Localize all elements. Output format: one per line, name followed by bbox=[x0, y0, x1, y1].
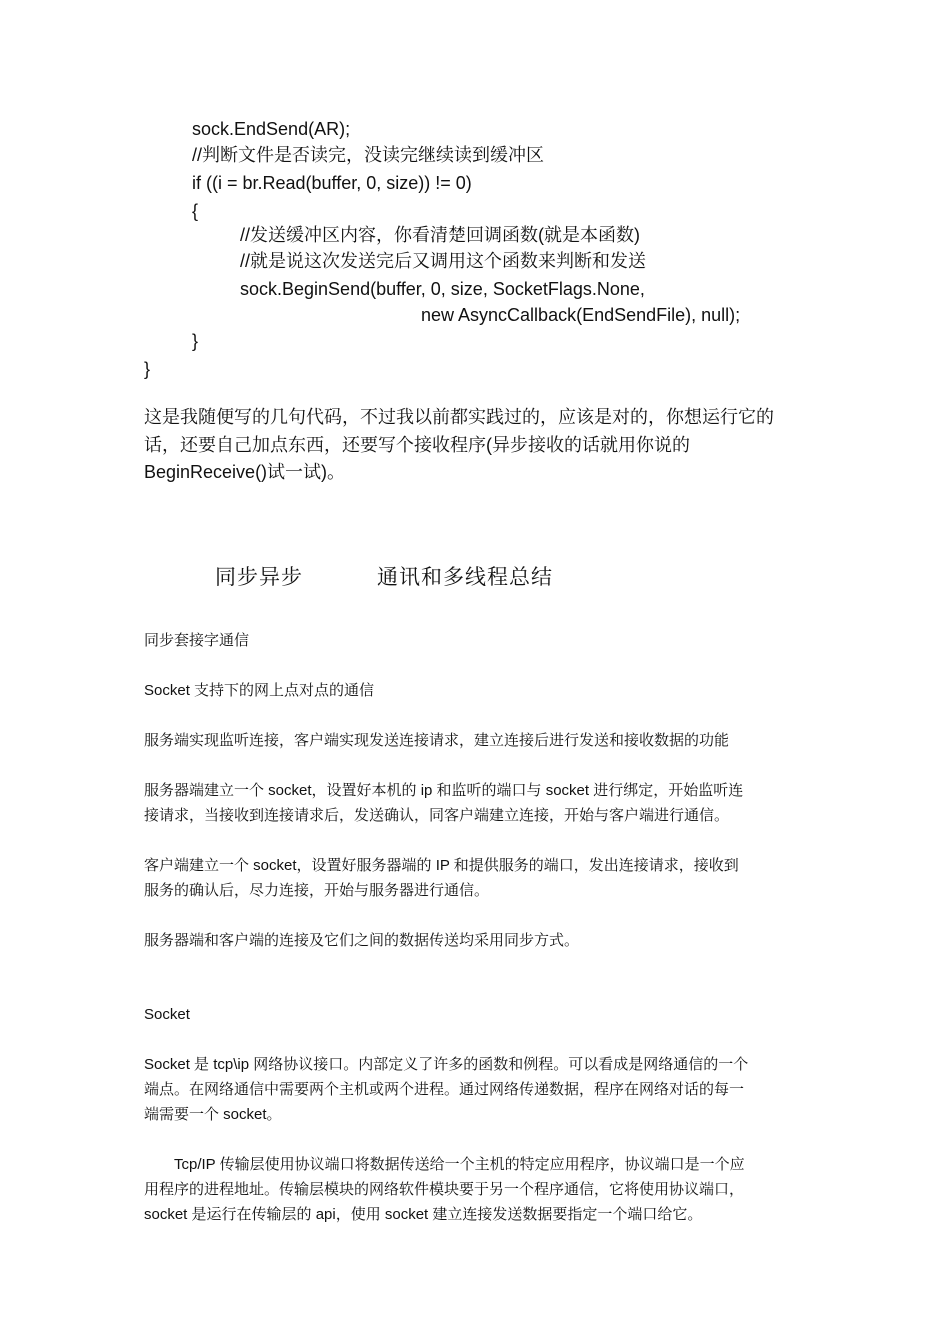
paragraph-line: Socket 是 tcp\ip 网络协议接口。内部定义了许多的函数和例程。可以看成是网络通信的一个 bbox=[144, 1056, 749, 1073]
paragraph-line: 服务的确认后，尽力连接，开始与服务器进行通信。 bbox=[144, 882, 490, 899]
heading-left: 同步异步 bbox=[215, 565, 303, 589]
code-comment: //就是说这次发送完后又调用这个函数来判断和发送 bbox=[240, 251, 646, 271]
paragraph: 服务器端和客户端的连接及它们之间的数据传送均采用同步方式。 bbox=[144, 932, 580, 949]
code-line: sock.BeginSend(buffer, 0, size, SocketFlags.None, bbox=[240, 279, 645, 299]
paragraph-line: 话，还要自己加点东西，还要写个接收程序(异步接收的话就用你说的 bbox=[144, 435, 690, 455]
paragraph-line: 这是我随便写的几句代码，不过我以前都实践过的，应该是对的，你想运行它的 bbox=[144, 407, 774, 427]
paragraph: Socket 支持下的网上点对点的通信 bbox=[144, 682, 375, 699]
code-line: sock.EndSend(AR); bbox=[192, 119, 351, 139]
code-brace: { bbox=[192, 201, 199, 221]
paragraph: 服务端实现监听连接，客户端实现发送连接请求，建立连接后进行发送和接收数据的功能 bbox=[144, 732, 730, 749]
paragraph-line: 客户端建立一个 socket，设置好服务器端的 IP 和提供服务的端口，发出连接请求，接收到 bbox=[144, 857, 739, 874]
code-comment: //判断文件是否读完，没读完继续读到缓冲区 bbox=[192, 145, 544, 165]
paragraph-title: Socket bbox=[144, 1006, 190, 1023]
paragraph-line: 端需要一个 socket。 bbox=[144, 1106, 282, 1123]
heading-right: 通讯和多线程总结 bbox=[377, 565, 553, 589]
code-comment: //发送缓冲区内容，你看清楚回调函数(就是本函数) bbox=[240, 225, 640, 245]
code-line: if ((i = br.Read(buffer, 0, size)) != 0) bbox=[192, 173, 472, 193]
paragraph-line: BeginReceive()试一试)。 bbox=[144, 462, 346, 482]
code-line: new AsyncCallback(EndSendFile), null); bbox=[421, 305, 741, 325]
paragraph-line: socket 是运行在传输层的 api，使用 socket 建立连接发送数据要指定一个端口给它。 bbox=[144, 1206, 703, 1223]
paragraph-line: 接请求，当接收到连接请求后，发送确认，同客户端建立连接，开始与客户端进行通信。 bbox=[144, 807, 730, 824]
paragraph-line: 用程序的进程地址。传输层模块的网络软件模块要于另一个程序通信，它将使用协议端口， bbox=[144, 1181, 745, 1198]
code-brace: } bbox=[144, 359, 151, 379]
paragraph-title: 同步套接字通信 bbox=[144, 632, 250, 649]
paragraph-line: Tcp/IP 传输层使用协议端口将数据传送给一个主机的特定应用程序，协议端口是一个应 bbox=[174, 1156, 745, 1173]
paragraph-line: 端点。在网络通信中需要两个主机或两个进程。通过网络传递数据，程序在网络对话的每一 bbox=[144, 1081, 745, 1098]
code-brace: } bbox=[192, 331, 199, 351]
paragraph-line: 服务器端建立一个 socket，设置好本机的 ip 和监听的端口与 socket 进行绑定，开始监听连 bbox=[144, 782, 744, 799]
